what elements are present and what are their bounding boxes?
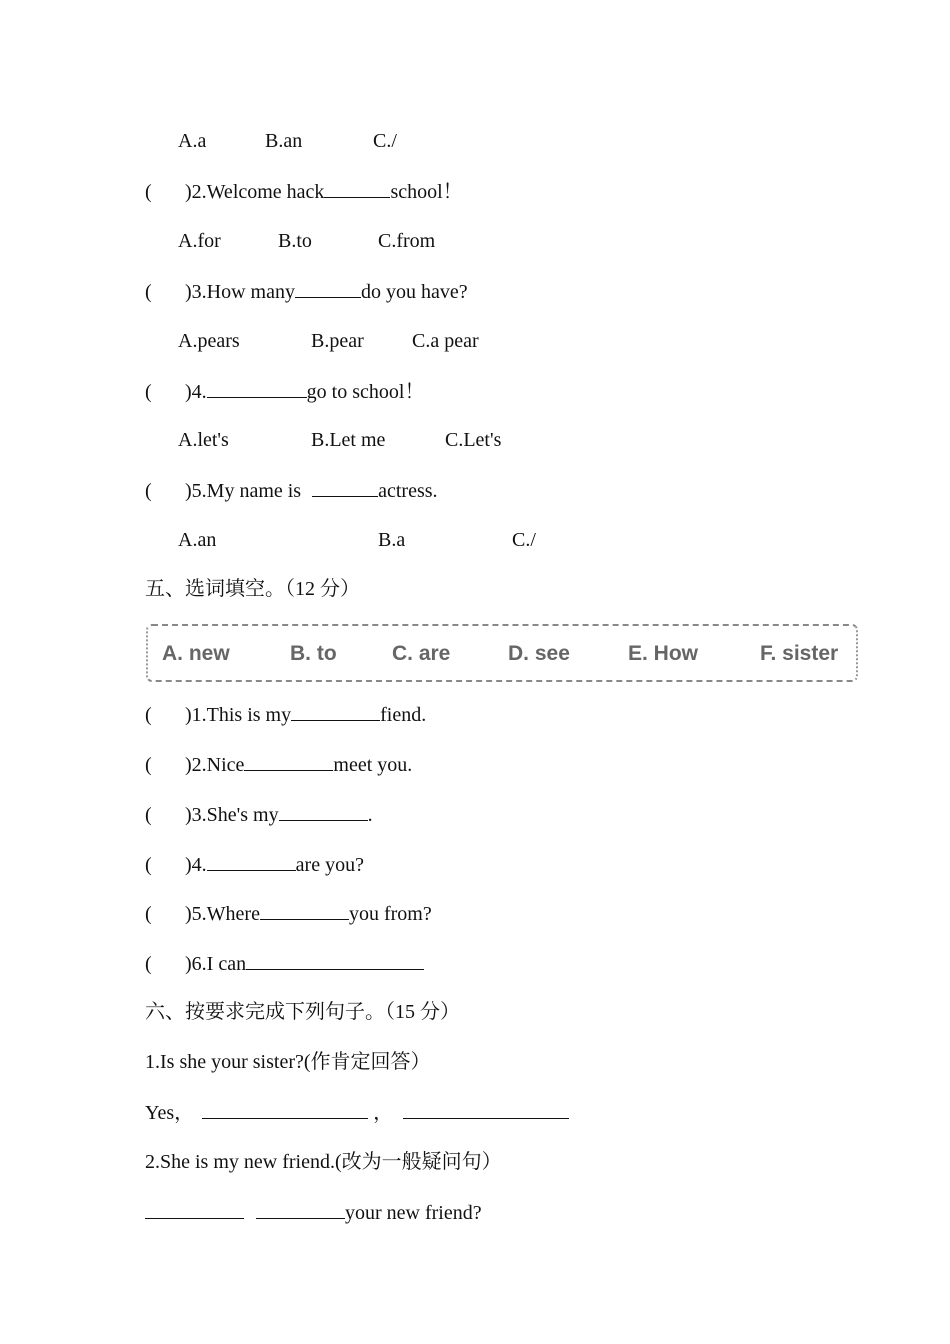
word-bank-box [146,624,858,682]
s6-question-1: 1.Is she your sister?(作肯定回答） [145,1051,431,1073]
s5-q2-text-post: meet you. [333,754,413,776]
s5-q1-text-pre: )1.This is my [185,704,292,726]
q2-blank[interactable] [324,179,390,198]
q3-option-b: B.pear [311,330,364,352]
s5-q4-text-post: are you? [295,854,364,876]
q4-option-a: A.let's [178,429,229,451]
q5-blank[interactable] [312,478,378,497]
q5-text-post: actress. [378,480,438,502]
word-bank-item-sister: F. sister [760,642,839,665]
q4-paren: ( [145,381,152,403]
s5-question-2 [145,752,412,777]
s5-q3-blank[interactable] [279,802,368,821]
s5-q1-text-post: fiend. [380,704,427,726]
s5-q5-blank[interactable] [260,901,349,920]
section5-title: 五、选词填空。（12 分） [145,578,360,600]
s6-a2-blank-1[interactable] [145,1200,244,1219]
q5-option-b: B.a [378,529,406,551]
s5-q2-blank[interactable] [244,752,333,771]
q2-paren: ( [145,181,152,203]
s5-q3-text-pre: )3.She's my [185,804,279,826]
q2-text-pre: )2.Welcome hack [185,181,325,203]
s6-answer-2 [145,1200,482,1225]
s5-q6-blank[interactable] [246,951,424,970]
s5-q4-paren: ( [145,854,152,876]
s5-q5-paren: ( [145,903,152,925]
q1-option-a: A.a [178,130,207,152]
q5-line [145,478,438,503]
s5-q3-text-post: . [367,804,373,826]
s5-question-6 [145,951,424,976]
q4-text-pre: )4. [185,381,207,403]
q3-option-c: C.a pear [412,330,479,352]
word-bank-item-to: B. to [290,642,337,665]
q3-line [145,279,468,304]
q4-option-c: C.Let's [445,429,502,451]
s6-a1-blank-2[interactable] [403,1100,569,1119]
word-bank-item-are: C. are [392,642,451,665]
s5-q1-blank[interactable] [291,702,380,721]
q2-option-a: A.for [178,230,221,252]
s6-answer-1 [145,1100,569,1125]
q2-text-post: school！ [390,181,463,203]
s5-q5-text-post: you from? [348,903,432,925]
s5-question-3 [145,802,373,827]
q3-text-post: do you have? [360,281,468,303]
s5-q4-blank[interactable] [207,852,296,871]
s5-q4-text-pre: )4. [185,854,207,876]
s5-q6-text-pre: )6.I can [185,953,247,975]
q1-option-b: B.an [265,130,303,152]
q5-paren: ( [145,480,152,502]
s5-q6-paren: ( [145,953,152,975]
s5-q2-text-pre: )2.Nice [185,754,245,776]
q4-blank[interactable] [207,379,307,398]
q1-option-c: C./ [373,130,397,152]
q5-text-pre: )5.My name is [185,480,307,502]
q4-line [145,379,424,404]
q4-option-b: B.Let me [311,429,386,451]
q5-option-a: A.an [178,529,217,551]
word-bank-item-see: D. see [508,642,570,665]
s5-q1-paren: ( [145,704,152,726]
s6-a2-text-post: your new friend? [345,1202,482,1224]
s5-q3-paren: ( [145,804,152,826]
s6-question-2: 2.She is my new friend.(改为一般疑问句） [145,1151,502,1173]
q2-option-c: C.from [378,230,436,252]
q4-text-post: go to school！ [306,381,425,403]
q3-paren: ( [145,281,152,303]
s5-q2-paren: ( [145,754,152,776]
section6-title: 六、按要求完成下列句子。（15 分） [145,1001,460,1023]
s5-question-1 [145,702,426,727]
s5-question-4 [145,852,364,877]
s6-a1-text-pre: Yes， [145,1102,195,1124]
q2-option-b: B.to [278,230,312,252]
q2-line [145,179,463,204]
s5-q5-text-pre: )5.Where [185,903,260,925]
s5-question-5 [145,901,432,926]
word-bank-item-new: A. new [162,642,230,665]
s6-a1-blank-1[interactable] [202,1100,368,1119]
q3-text-pre: )3.How many [185,281,295,303]
q5-option-c: C./ [512,529,536,551]
s6-a1-text-mid: ， [368,1102,394,1124]
q3-blank[interactable] [295,279,361,298]
q3-option-a: A.pears [178,330,240,352]
s6-a2-blank-2[interactable] [256,1200,345,1219]
word-bank-item-how: E. How [628,642,699,665]
